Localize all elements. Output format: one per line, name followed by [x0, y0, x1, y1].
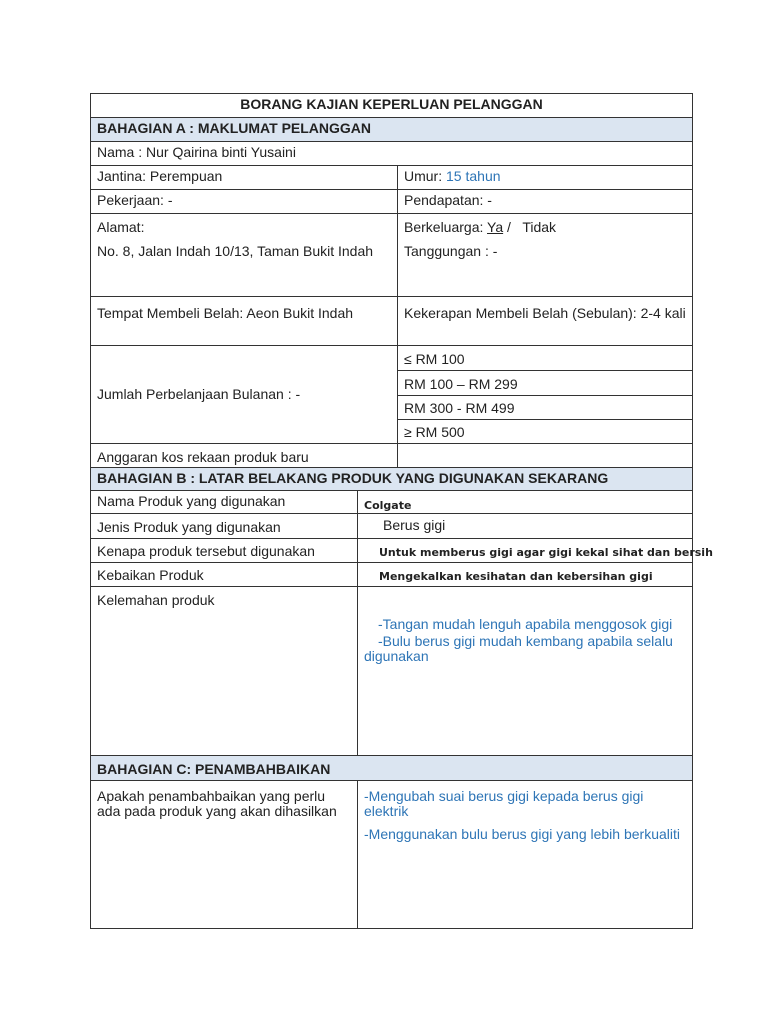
umur-label: Umur:: [404, 168, 443, 184]
tempat-field: Tempat Membeli Belah: Aeon Bukit Indah: [90, 296, 398, 346]
anggaran-field: Anggaran kos rekaan produk baru: [90, 443, 398, 468]
jenis-label: Jenis Produk yang digunakan: [90, 513, 358, 539]
range-option: ≥ RM 500: [397, 419, 693, 444]
produk-value: Colgate: [357, 490, 693, 514]
kenapa-label: Kenapa produk tersebut digunakan: [90, 538, 358, 563]
tanggungan: Tanggungan : -: [404, 243, 498, 259]
penambahbaikan-label: Apakah penambahbaikan yang perlu ada pada produk yang akan dihasilkan: [90, 780, 358, 929]
section-c-header: BAHAGIAN C: PENAMBAHBAIKAN: [90, 755, 693, 781]
alamat-label: Alamat:: [97, 219, 145, 235]
anggaran-value: [397, 443, 693, 468]
alamat-value: No. 8, Jalan Indah 10/13, Taman Bukit Indah: [97, 243, 374, 259]
kelemahan-label: Kelemahan produk: [90, 586, 358, 756]
range-option: ≤ RM 100: [397, 345, 693, 371]
kebaikan-label: Kebaikan Produk: [90, 562, 358, 587]
form-title: BORANG KAJIAN KEPERLUAN PELANGGAN: [90, 93, 693, 118]
range-option: RM 300 - RM 499: [397, 395, 693, 420]
berkeluarga-label: Berkeluarga:: [404, 219, 484, 235]
jenis-value: Berus gigi: [357, 513, 693, 539]
section-b-header: BAHAGIAN B : LATAR BELAKANG PRODUK YANG DIGUNAKAN SEKARANG: [90, 467, 693, 491]
kelemahan-item: -Bulu berus gigi mudah kembang apabila selalu digunakan: [364, 633, 673, 664]
umur-field: [397, 165, 693, 190]
jantina-field: Jantina: Perempuan: [90, 165, 398, 190]
penambahbaikan-value: [357, 780, 693, 929]
kenapa-value: Untuk memberus gigi agar gigi kekal sihat dan bersih: [357, 538, 693, 563]
nama-field: Nama : Nur Qairina binti Yusaini: [90, 141, 693, 166]
penambahbaikan-item: -Mengubah suai berus gigi kepada berus gigi elektrik: [364, 788, 644, 819]
section-a-header: BAHAGIAN A : MAKLUMAT PELANGGAN: [90, 117, 693, 142]
pendapatan-field: Pendapatan: -: [397, 189, 693, 214]
pekerjaan-field: Pekerjaan: -: [90, 189, 398, 214]
kelemahan-value: [357, 586, 693, 756]
berkeluarga-ya: Ya: [487, 219, 504, 235]
kelemahan-item: -Tangan mudah lenguh apabila menggosok gigi: [378, 616, 673, 632]
umur-value: 15 tahun: [446, 168, 501, 184]
range-option: RM 100 – RM 299: [397, 370, 693, 396]
produk-label: Nama Produk yang digunakan: [90, 490, 358, 514]
penambahbaikan-item: -Menggunakan bulu berus gigi yang lebih berkualiti: [364, 826, 680, 842]
alamat-field: [90, 213, 398, 297]
berkeluarga-field: [397, 213, 693, 297]
kebaikan-value: Mengekalkan kesihatan dan kebersihan gigi: [357, 562, 693, 587]
berkeluarga-tidak: / Tidak: [503, 219, 557, 235]
kekerapan-field: Kekerapan Membeli Belah (Sebulan): 2-4 kali: [397, 296, 693, 346]
jumlah-field: Jumlah Perbelanjaan Bulanan : -: [90, 345, 398, 444]
